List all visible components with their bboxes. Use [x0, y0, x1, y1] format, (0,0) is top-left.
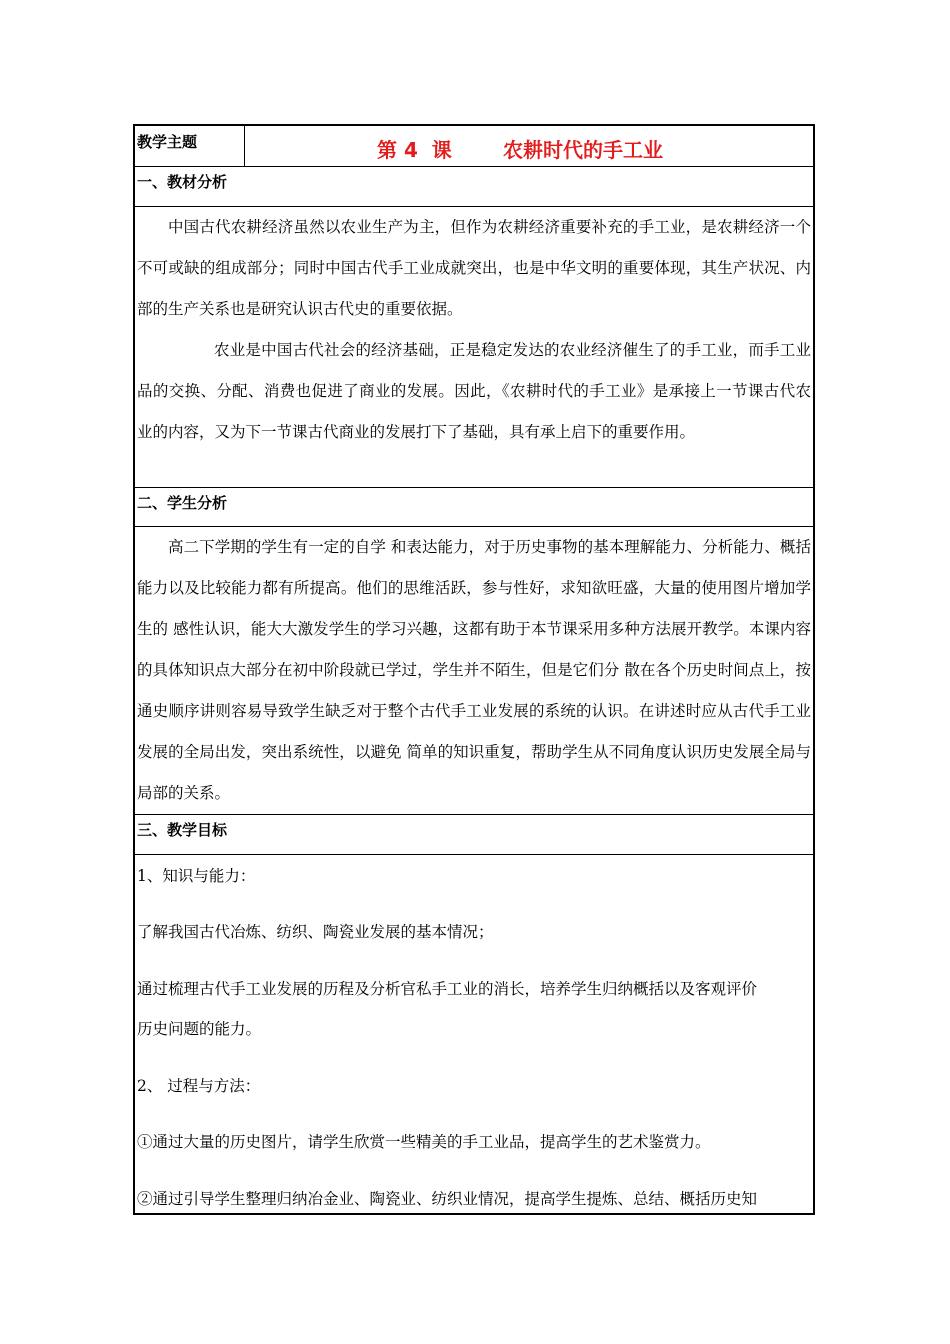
section3-body — [135, 855, 813, 1213]
objective-knowledge-heading: 1、知识与能力： — [137, 867, 256, 885]
section1-paragraph-2: 农业是中国古代社会的经济基础，正是稳定发达的农业经济催生了的手工业，而手工业品的交换、分配、消费也促进了商业的发展。因此，《农耕时代的手工业》是承接上一节课古代农业的内容，又为下一节课古代商业的发展打下了基础，具有承上启下的重要作用。 — [137, 341, 811, 441]
objective-knowledge-line-1: 了解我国古代冶炼、纺织、陶瓷业发展的基本情况； — [137, 923, 494, 941]
lesson-title — [247, 126, 813, 166]
lesson-plan-table — [133, 124, 815, 1215]
header-row — [135, 126, 813, 167]
section2-heading: 二、学生分析 — [135, 488, 813, 527]
lesson-number: 第 4 课 — [377, 138, 452, 162]
section1-body — [135, 207, 813, 488]
section2-body — [135, 527, 813, 815]
section1-paragraph-1: 中国古代农耕经济虽然以农业生产为主，但作为农耕经济重要补充的手工业，是农耕经济一个不可或缺的组成部分；同时中国古代手工业成就突出，也是中华文明的重要体现，其生产状况、内部的生产关系也是研究认识古代史的重要依据。 — [137, 218, 811, 318]
objective-knowledge-line-2b: 历史问题的能力。 — [137, 1020, 262, 1038]
section2-paragraph-1: 高二下学期的学生有一定的自学 和表达能力，对于历史事物的基本理解能力、分析能力、概括能力以及比较能力都有所提高。他们的思维活跃，参与性好，求知欲旺盛，大量的使用图片增加学生的 感性认识，能大大激发学生的学习兴趣，这都有助于本节课采用多种方法展开教学。本课内容的具体知识点大部分在初中阶段就已学过，学生并不陌生，但是它们分 散在各个历史时间点上，按通史顺序讲则容易导致学生缺乏对于整个古代手工业发展的系统的认识。在讲述时应从古代手工业发展的全局出发，突出系统性，以避免 简单的知识重复，帮助学生从不同角度认识历史发展全局与局部的关系。 — [137, 538, 811, 802]
objective-process-line-2: ②通过引导学生整理归纳冶金业、陶瓷业、纺织业情况，提高学生提炼、总结、概括历史知 — [137, 1190, 758, 1208]
section1-heading: 一、教材分析 — [135, 167, 813, 207]
objective-process-line-1: ①通过大量的历史图片，请学生欣赏一些精美的手工业品，提高学生的艺术鉴赏力。 — [137, 1133, 711, 1151]
lesson-name: 农耕时代的手工业 — [503, 138, 663, 162]
objective-process-heading: 2、 过程与方法： — [137, 1077, 261, 1095]
topic-label: 教学主题 — [135, 126, 245, 166]
section3-heading: 三、教学目标 — [135, 815, 813, 855]
objective-knowledge-line-2a: 通过梳理古代手工业发展的历程及分析官私手工业的消长，培养学生归纳概括以及客观评价 — [137, 980, 758, 998]
